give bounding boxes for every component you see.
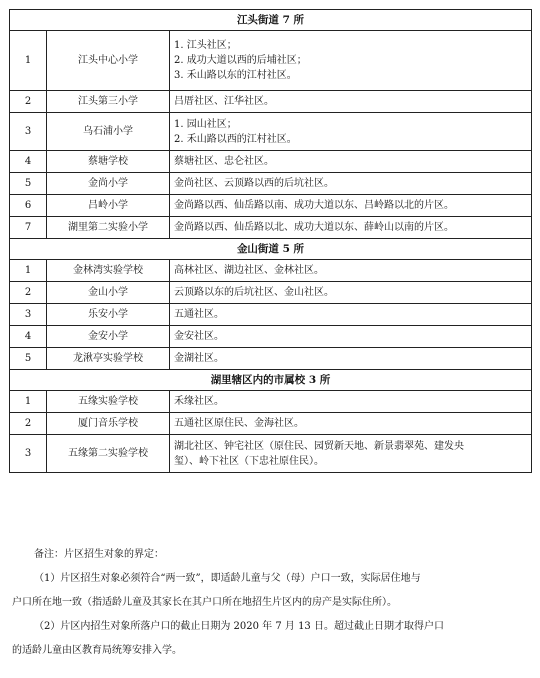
table-row <box>10 326 532 348</box>
enrollment-area <box>170 326 532 348</box>
enrollment-area <box>170 282 532 304</box>
table-row <box>10 304 532 326</box>
row-number: 2 <box>10 413 47 435</box>
notes-p2-line2: 的适龄儿童由区教育局统筹安排入学。 <box>12 645 182 656</box>
enrollment-area <box>170 260 532 282</box>
area-line: 2. 禾山路以西的江村社区。 <box>174 133 297 145</box>
table-row <box>10 151 532 173</box>
table-row <box>10 413 532 435</box>
enrollment-area <box>170 151 532 173</box>
area-line: 1. 园山社区； <box>174 118 237 130</box>
table-row <box>10 113 532 151</box>
notes-block <box>12 543 532 663</box>
table-row <box>10 435 532 473</box>
section-header-row <box>10 239 532 260</box>
school-name: 江头中心小学 <box>47 31 170 91</box>
enrollment-area <box>170 391 532 413</box>
area-line: 3. 禾山路以东的江村社区。 <box>174 70 297 81</box>
section-title: 金山街道 5 所 <box>10 239 532 260</box>
school-name: 金安小学 <box>47 326 170 348</box>
enrollment-area <box>170 173 532 195</box>
area-line: 金尚路以西、仙岳路以南、成功大道以东、吕岭路以北的片区。 <box>174 200 454 211</box>
area-line: 禾缘社区。 <box>174 396 224 407</box>
notes-p2-line1: （2）片区内招生对象所落户口的截止日期为 2020 年 7 月 13 日。超过截止日期才取得户口 <box>34 621 444 632</box>
section-title: 湖里辖区内的市属校 3 所 <box>10 370 532 391</box>
school-name: 江头第三小学 <box>47 91 170 113</box>
enrollment-area <box>170 31 532 91</box>
row-number: 4 <box>10 151 47 173</box>
enrollment-area <box>170 348 532 370</box>
table-row <box>10 282 532 304</box>
section-header-row <box>10 370 532 391</box>
school-name: 金山小学 <box>47 282 170 304</box>
area-line: 蔡塘社区、忠仑社区。 <box>174 156 274 167</box>
area-line: 吕厝社区、江华社区。 <box>174 96 274 107</box>
notes-p1-line2: 户口所在地一致（指适龄儿童及其家长在其户口所在地招生片区内的房产是实际住所）。 <box>12 597 397 608</box>
area-line: 金尚社区、云顶路以西的后坑社区。 <box>174 178 334 189</box>
row-number: 7 <box>10 217 47 239</box>
enrollment-area <box>170 91 532 113</box>
table-row <box>10 260 532 282</box>
table-row <box>10 348 532 370</box>
school-name: 湖里第二实验小学 <box>47 217 170 239</box>
school-name: 蔡塘学校 <box>47 151 170 173</box>
row-number: 6 <box>10 195 47 217</box>
row-number: 5 <box>10 173 47 195</box>
school-name: 乌石浦小学 <box>47 113 170 151</box>
notes-p1-line1: （1）片区招生对象必须符合“两一致”，即适龄儿童与父（母）户口一致，实际居住地与 <box>34 573 421 584</box>
table-row <box>10 91 532 113</box>
table-row <box>10 173 532 195</box>
area-line: 金尚路以西、仙岳路以北、成功大道以东、薛岭山以南的片区。 <box>174 222 454 233</box>
enrollment-area <box>170 413 532 435</box>
row-number: 2 <box>10 282 47 304</box>
area-line: 2. 成功大道以西的后埔社区； <box>174 55 307 66</box>
table-row <box>10 391 532 413</box>
area-line: 1. 江头社区； <box>174 40 237 51</box>
section-title: 江头街道 7 所 <box>10 10 532 31</box>
enrollment-area <box>170 113 532 151</box>
area-line: 高林社区、湖边社区、金林社区。 <box>174 265 324 276</box>
school-name: 五缘实验学校 <box>47 391 170 413</box>
school-name: 金林湾实验学校 <box>47 260 170 282</box>
area-line: 五通社区原住民、金海社区。 <box>174 418 304 429</box>
area-line: 玺）、岭下社区（下忠社原住民）。 <box>174 455 324 467</box>
row-number: 4 <box>10 326 47 348</box>
enrollment-area <box>170 304 532 326</box>
area-line: 金安社区。 <box>174 331 224 342</box>
row-number: 3 <box>10 304 47 326</box>
school-name: 五缘第二实验学校 <box>47 435 170 473</box>
school-name: 乐安小学 <box>47 304 170 326</box>
row-number: 5 <box>10 348 47 370</box>
row-number: 1 <box>10 391 47 413</box>
notes-heading: 备注：片区招生对象的界定： <box>34 549 164 560</box>
row-number: 2 <box>10 91 47 113</box>
school-name: 金尚小学 <box>47 173 170 195</box>
table-row <box>10 31 532 91</box>
school-district-table <box>9 9 532 473</box>
row-number: 1 <box>10 31 47 91</box>
enrollment-area <box>170 435 532 473</box>
school-name: 吕岭小学 <box>47 195 170 217</box>
area-line: 五通社区。 <box>174 309 224 320</box>
table-row <box>10 195 532 217</box>
section-header-row <box>10 10 532 31</box>
school-name: 龙湫亭实验学校 <box>47 348 170 370</box>
row-number: 3 <box>10 435 47 473</box>
enrollment-area <box>170 195 532 217</box>
table-row <box>10 217 532 239</box>
area-line: 金湖社区。 <box>174 353 224 364</box>
area-line: 湖北社区、钟宅社区（原住民、园贸新天地、新景翡翠苑、建发央 <box>174 440 464 452</box>
row-number: 3 <box>10 113 47 151</box>
row-number: 1 <box>10 260 47 282</box>
school-name: 厦门音乐学校 <box>47 413 170 435</box>
area-line: 云顶路以东的后坑社区、金山社区。 <box>174 287 334 298</box>
enrollment-area <box>170 217 532 239</box>
